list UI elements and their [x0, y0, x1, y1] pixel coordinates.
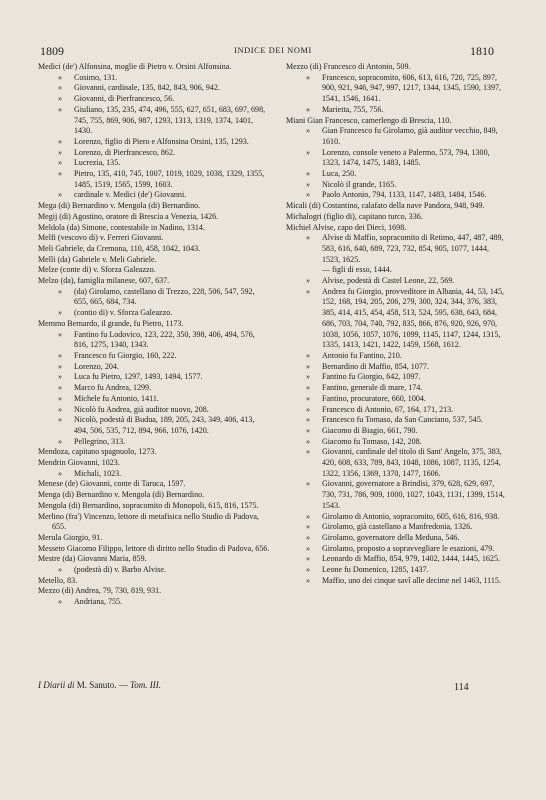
entry-text: Merula Giorgio, 91. — [38, 532, 103, 542]
entry-text: Leonardo di Maffio, 854, 979, 1402, 1444, 1445, 1625. — [322, 554, 500, 564]
entry-text: Pietro, 135, 410, 745, 1007, 1019, 1029, 1038, 1329, 1355, 1485, 1519, 1565, 1599, 1603. — [74, 169, 265, 189]
entry-text: Pellegrino, 313. — [74, 436, 126, 446]
ditto-mark: » — [306, 147, 311, 157]
entry-text: Girolamo di Antonio, sopracomito, 605, 616, 816, 938. — [322, 511, 500, 521]
page-title: INDICE DEI NOMI — [234, 46, 312, 55]
footer-dash: — — [118, 680, 128, 690]
index-entry — [38, 94, 270, 105]
ditto-mark: » — [58, 393, 63, 403]
ditto-mark: » — [58, 190, 63, 200]
entry-text: Fantino, procuratore, 660, 1004. — [322, 393, 426, 403]
entry-text: Girolamo, proposto a sopravvegliare le esazioni, 479. — [322, 543, 495, 553]
ditto-mark: » — [58, 372, 63, 382]
ditto-mark: » — [58, 169, 63, 179]
entry-text: Micali (di) Costantino, calafato della nave Pandora, 948, 949. — [286, 201, 485, 211]
index-entry — [38, 244, 270, 255]
index-entry — [286, 212, 508, 223]
ditto-mark: » — [58, 436, 63, 446]
index-entry — [38, 233, 270, 244]
index-entry — [286, 565, 508, 576]
ditto-mark: » — [58, 329, 63, 339]
entry-text: Giacomo di Biagio, 661, 790. — [322, 425, 418, 435]
index-entry — [38, 565, 270, 576]
entry-text: — figli di esso, 1444. — [322, 265, 392, 275]
index-entry — [38, 148, 270, 159]
entry-text: Merlino (fra') Vincenzo, lettore di metafisica nello Studio di Padova, 655. — [38, 511, 259, 532]
entry-text: Antonio fu Fantino, 210. — [322, 350, 402, 360]
ditto-mark: » — [306, 565, 311, 575]
entry-text: Metello, 83. — [38, 575, 78, 585]
index-entry — [286, 201, 508, 212]
index-entry — [38, 190, 270, 201]
ditto-mark: » — [58, 565, 63, 575]
entry-text: Michele fu Antonio, 1411. — [74, 393, 159, 403]
ditto-mark: » — [306, 350, 311, 360]
entry-text: Mezzo (di) Francesco di Antonio, 509. — [286, 62, 411, 71]
ditto-mark: » — [58, 383, 63, 393]
footer-author: M. Sanuto. — [76, 680, 117, 690]
footer-citation — [38, 680, 161, 690]
index-entry — [38, 73, 270, 84]
ditto-mark: » — [58, 83, 63, 93]
ditto-mark: » — [306, 190, 311, 200]
index-entry — [38, 490, 270, 501]
index-entry — [38, 405, 270, 416]
entry-text: Menese (de) Giovanni, conte di Taruca, 1597. — [38, 479, 186, 489]
index-entry — [286, 190, 508, 201]
entry-text: Cosimo, 131. — [74, 72, 118, 82]
index-entry — [286, 116, 508, 127]
index-entry — [286, 105, 508, 116]
entry-text: Giovanni, di Pierfrancesco, 56. — [74, 94, 175, 104]
entry-text: (podestà di) v. Barbo Alvise. — [74, 565, 167, 575]
index-entry — [286, 576, 508, 587]
index-entry — [286, 233, 508, 265]
entry-text: Melzo (da), famiglia milanese, 607, 637. — [38, 276, 170, 286]
footer-series: I Diarii di — [38, 680, 75, 690]
index-entry — [38, 458, 270, 469]
entry-text: Maffio, uno dei cinque savî alle decime nel 1463, 1115. — [322, 575, 501, 585]
index-entry — [38, 501, 270, 512]
index-entry — [286, 512, 508, 523]
ditto-mark: » — [306, 404, 311, 414]
index-entry — [38, 544, 270, 555]
entry-text: Melfi (vescovo di) v. Ferreri Giovanni. — [38, 233, 164, 243]
index-entry — [286, 148, 508, 169]
index-entry — [286, 62, 508, 73]
index-entry — [286, 383, 508, 394]
index-entry — [38, 169, 270, 190]
index-entry — [38, 201, 270, 212]
entry-text: cardinale v. Medici (de') Giovanni. — [74, 190, 187, 200]
index-entry — [38, 276, 270, 287]
footer-volume: Tom. III. — [130, 680, 161, 690]
entry-text: Mendrin Giovanni, 1023. — [38, 458, 120, 468]
ditto-mark: » — [58, 350, 63, 360]
entry-text: Nicolò fu Andrea, già auditor nuovo, 208. — [74, 404, 209, 414]
ditto-mark: » — [306, 511, 311, 521]
index-entry — [38, 265, 270, 276]
entry-text: Michalogri (figlio di), capitano turco, 336. — [286, 211, 423, 221]
entry-text: Lucrezia, 135. — [74, 158, 121, 168]
entry-text: Miani Gian Francesco, camerlengo di Brescia, 110. — [286, 115, 452, 125]
index-entry — [38, 330, 270, 351]
index-entry — [38, 83, 270, 94]
index-entry — [38, 533, 270, 544]
ditto-mark: » — [58, 136, 63, 146]
entry-text: Mestre (da) Giovanni Maria, 859. — [38, 554, 147, 564]
entry-text: Memmo Bernardo, il grande, fu Pietro, 1173. — [38, 318, 184, 328]
index-entry — [286, 169, 508, 180]
entry-text: Giuliano, 135, 235, 474, 496, 555, 627, 651, 683, 697, 698, 745, 755, 869, 906, 987, 1293, 1313, 1319, 1374, 1401, 1430. — [74, 104, 266, 136]
index-entry — [286, 362, 508, 373]
right-index-column — [286, 62, 508, 586]
ditto-mark: » — [58, 94, 63, 104]
index-entry — [38, 212, 270, 223]
index-entry — [286, 554, 508, 565]
entry-text: Nicolò il grande, 1165. — [322, 179, 397, 189]
entry-text: Mezzo (di) Andrea, 79, 730, 819, 931. — [38, 586, 162, 596]
index-entry — [38, 597, 270, 608]
entry-text: (da) Girolamo, castellano di Trezzo, 228, 506, 547, 592, 655, 665, 684, 734. — [74, 286, 255, 307]
entry-text: Girolamo, governatore della Meduna, 546. — [322, 532, 460, 542]
entry-text: Giovanni, cardinale, 135, 842, 843, 906, 942. — [74, 83, 220, 93]
entry-text: Leone fu Domenico, 1285, 1437. — [322, 565, 429, 575]
ditto-mark: » — [306, 532, 311, 542]
entry-text: Francesco fu Tomaso, da San Canciano, 537, 545. — [322, 415, 483, 425]
entry-text: Alvise di Maffio, sopracomito di Retimo, 447, 487, 489, 583, 616, 640, 689, 723, 732, 854, 905, 1077, 1444, 1523, 1625. — [322, 233, 504, 264]
left-index-column — [38, 62, 270, 608]
index-entry — [286, 180, 508, 191]
entry-text: Nicolò, podestà di Budua, 189, 205, 243, 349, 406, 413, 494, 506, 535, 712, 894, 966, 1076, 1420. — [74, 415, 255, 435]
ditto-mark: » — [306, 447, 311, 457]
entry-text: Lorenzo, 204. — [74, 361, 119, 371]
index-entry — [38, 105, 270, 137]
ditto-mark: » — [306, 383, 311, 393]
ditto-mark: » — [306, 575, 311, 585]
index-entry — [38, 415, 270, 436]
index-entry — [286, 265, 508, 276]
index-entry — [286, 276, 508, 287]
ditto-mark: » — [58, 286, 63, 296]
ditto-mark: » — [306, 104, 311, 114]
ditto-mark: » — [306, 72, 311, 82]
index-entry — [38, 512, 270, 533]
ditto-mark: » — [58, 104, 63, 114]
signature-mark: 114 — [454, 682, 469, 693]
ditto-mark: » — [306, 415, 311, 425]
ditto-mark: » — [306, 276, 311, 286]
ditto-mark: » — [306, 425, 311, 435]
entry-text: Lorenzo, di Pierfrancesco, 862. — [74, 147, 175, 157]
index-entry — [286, 544, 508, 555]
index-entry — [38, 479, 270, 490]
index-entry — [286, 479, 508, 511]
index-entry — [286, 223, 508, 234]
entry-text: Menga (di) Bernardino v. Mengola (di) Bernardino. — [38, 490, 205, 500]
right-page-number: 1810 — [470, 44, 494, 58]
ditto-mark: » — [306, 554, 311, 564]
ditto-mark: » — [58, 597, 63, 607]
index-entry — [286, 533, 508, 544]
index-entry — [38, 158, 270, 169]
index-entry — [286, 447, 508, 479]
entry-text: Lorenzo, console veneto a Palermo, 573, 794, 1300, 1323, 1474, 1475, 1483, 1485. — [322, 147, 490, 168]
ditto-mark: » — [306, 436, 311, 446]
index-entry — [38, 469, 270, 480]
index-entry — [38, 383, 270, 394]
entry-text: Meli Gabriele, da Cremona, 110, 458, 1042, 1043. — [38, 243, 201, 253]
ditto-mark: » — [58, 72, 63, 82]
entry-text: Giovanni, governatore a Brindisi, 379, 628, 629, 697, 730, 731, 786, 909, 1000, 1027, 1043, 1131, 1399, 1514, 1543. — [322, 479, 505, 510]
index-entry — [286, 394, 508, 405]
entry-text: Medici (de') Alfonsina, moglie di Pietro v. Orsini Alfonsina. — [38, 62, 232, 71]
entry-text: Bernardino di Maffio, 854, 1077. — [322, 361, 429, 371]
index-entry — [38, 308, 270, 319]
index-entry — [38, 223, 270, 234]
entry-text: Francesco di Antonio, 67, 164, 171, 213. — [322, 404, 454, 414]
ditto-mark: » — [306, 372, 311, 382]
index-entry — [38, 287, 270, 308]
ditto-mark: » — [58, 158, 63, 168]
entry-text: Luca, 250. — [322, 169, 357, 179]
index-entry — [38, 447, 270, 458]
ditto-mark: » — [306, 169, 311, 179]
entry-text: Giovanni, cardinale del titolo di Sant' Angelo, 375, 383, 420, 608, 633, 789, 843, 1048, 1086, 1087, 1135, 1254, 1322, 1356, 1369, 1370, 1477, 1606. — [322, 447, 502, 478]
ditto-mark: » — [306, 543, 311, 553]
entry-text: (contio di) v. Sforza Galeazzo. — [74, 308, 173, 318]
index-entry — [38, 255, 270, 266]
ditto-mark: » — [58, 308, 63, 318]
entry-text: Michiel Alvise, capo dei Dieci, 1698. — [286, 222, 407, 232]
index-entry — [38, 394, 270, 405]
index-entry — [38, 437, 270, 448]
entry-text: Luca fu Pietro, 1297, 1493, 1494, 1577. — [74, 372, 203, 382]
entry-text: Francesco, sopracomito, 606, 613, 616, 720, 725, 897, 900, 921, 946, 947, 997, 1217, 1344, 1345, 1590, 1397, 1541, 1546, 1641. — [322, 72, 502, 104]
entry-text: Girolamo, già castellano a Manfredonia, 1326. — [322, 522, 473, 532]
index-entry — [286, 287, 508, 351]
entry-text: Marco fu Andrea, 1299. — [74, 383, 152, 393]
index-entry — [286, 372, 508, 383]
index-entry — [286, 437, 508, 448]
index-entry — [38, 319, 270, 330]
index-entry — [38, 554, 270, 565]
ditto-mark: » — [306, 361, 311, 371]
entry-text: Lorenzo, figlio di Piero e Alfonsina Orsini, 135, 1293. — [74, 136, 249, 146]
entry-text: Andriana, 755. — [74, 597, 123, 607]
index-entry — [286, 522, 508, 533]
entry-text: Fantino fu Giorgio, 642, 1097. — [322, 372, 421, 382]
ditto-mark: » — [306, 393, 311, 403]
index-entry — [286, 126, 508, 147]
entry-text: Andrea fu Giorgio, provveditore in Albania, 44, 53, 145, 152, 168, 194, 205, 206, 279, 300, 324, 344, 376, 383, 385, 414, 415, 454, 458, 513, 524, 595, 638, 643, 684, 686, 703, 704, 740, 792, 835, 866, 876, 920, 926, 970, 1038, 1056, 1057, 1076, 1099, 1145, 1147, 1244, 1315, 1335, 1413, 1421, 1422, 1459, 1568, 1612. — [322, 286, 504, 350]
ditto-mark: » — [58, 468, 63, 478]
ditto-mark: » — [58, 147, 63, 157]
index-entry — [286, 351, 508, 362]
entry-text: Mendoza, capitano spagnuolo, 1273. — [38, 447, 157, 457]
index-entry — [38, 576, 270, 587]
entry-text: Melli (da) Gabriele v. Meli Gabriele. — [38, 254, 157, 264]
entry-text: Megij (di) Agostino, oratore di Brescia a Venezia, 1426. — [38, 211, 219, 221]
entry-text: Mega (di) Bernardino v. Mengola (di) Bernardino. — [38, 201, 201, 211]
index-entry — [38, 586, 270, 597]
ditto-mark: » — [58, 404, 63, 414]
entry-text: Fantino fu Lodovico, 123, 222, 350, 398, 406, 494, 576, 816, 1275, 1340, 1343. — [74, 329, 255, 350]
index-entry — [38, 137, 270, 148]
entry-text: Fantino, generale di mare, 174. — [322, 383, 423, 393]
index-entry — [38, 62, 270, 73]
entry-text: Giacomo fu Tomaso, 142, 208. — [322, 436, 422, 446]
ditto-mark: » — [58, 361, 63, 371]
index-entry — [286, 73, 508, 105]
index-entry — [38, 351, 270, 362]
ditto-mark: » — [58, 415, 63, 425]
entry-text: Michali, 1023. — [74, 468, 122, 478]
entry-text: Messeto Giacomo Filippo, lettore di diritto nello Studio di Padova, 656. — [38, 543, 270, 553]
entry-text: Marietta, 755, 756. — [322, 104, 384, 114]
ditto-mark: » — [306, 286, 311, 296]
ditto-mark: » — [306, 479, 311, 489]
entry-text: Gian Francesco fu Girolamo, già auditor vecchio, 849, 1610. — [322, 126, 498, 146]
ditto-mark: » — [306, 179, 311, 189]
index-entry — [286, 426, 508, 437]
entry-text: Meldola (da) Simone, contestabile in Nadino, 1314. — [38, 222, 205, 232]
entry-text: Mengola (di) Bernardino, sopracomito di Monopoli, 615, 816, 1575. — [38, 500, 259, 510]
ditto-mark: » — [306, 522, 311, 532]
entry-text: Alvise, podestà di Castel Leone, 22, 569. — [322, 276, 455, 286]
index-entry — [286, 405, 508, 416]
ditto-mark: » — [306, 233, 311, 243]
ditto-mark: » — [306, 126, 311, 136]
index-entry — [286, 415, 508, 426]
index-entry — [38, 372, 270, 383]
left-page-number: 1809 — [40, 44, 64, 58]
entry-text: Paolo Antonio, 794, 1133, 1147, 1483, 1484, 1546. — [322, 190, 487, 200]
entry-text: Francesco fu Giorgio, 160, 222. — [74, 350, 177, 360]
index-entry — [38, 362, 270, 373]
entry-text: Melze (conte di) v. Sforza Galeazzo. — [38, 265, 156, 275]
